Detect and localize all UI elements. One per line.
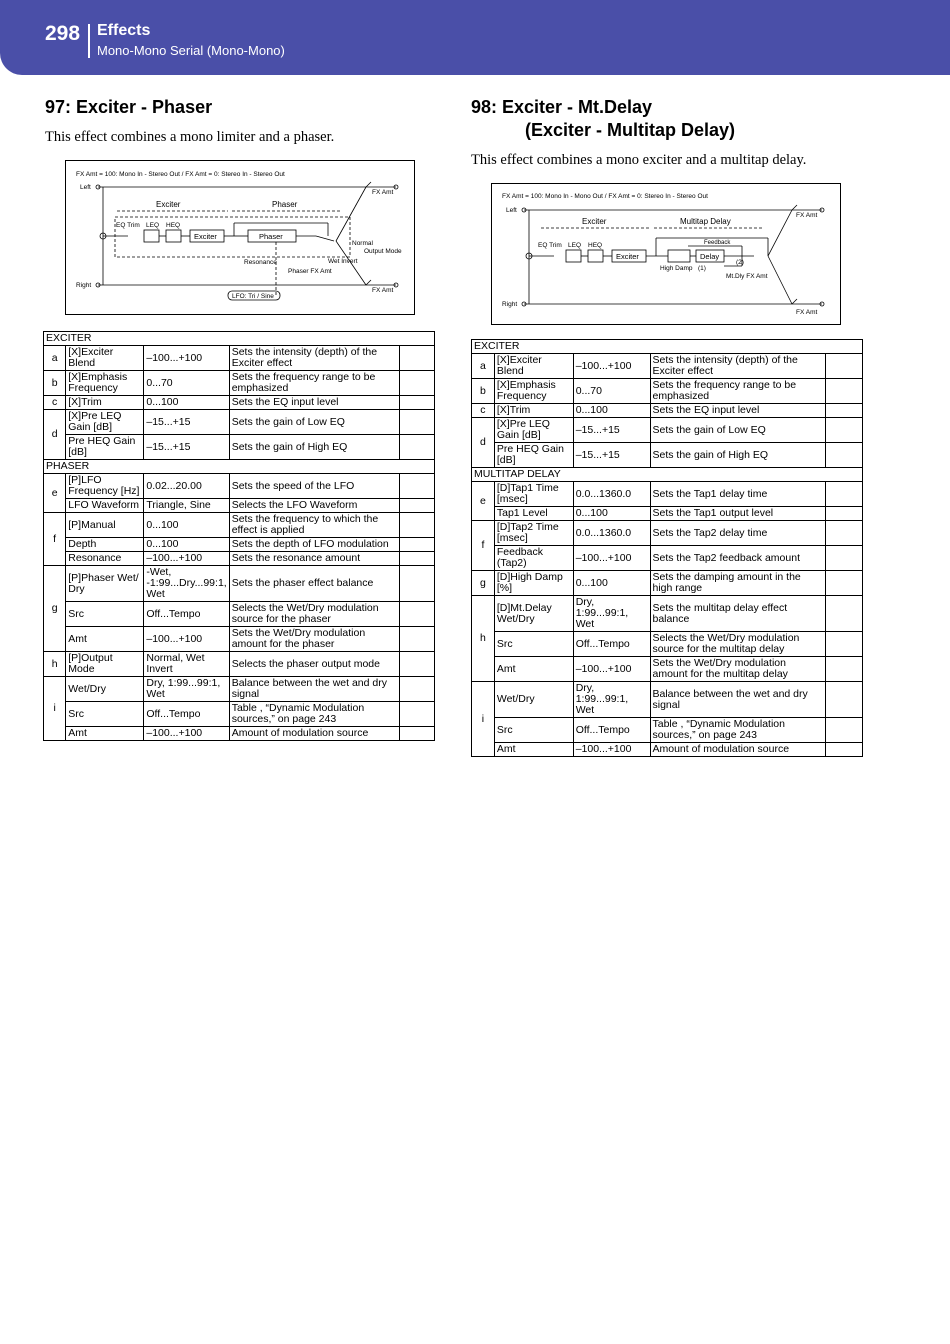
param-blank-cell [826, 482, 863, 507]
param-blank-cell [399, 552, 434, 566]
table-row [44, 396, 435, 410]
param-name: Amt [494, 657, 573, 682]
param-letter: b [472, 379, 495, 404]
param-blank-cell [826, 682, 863, 718]
fx-amt-note: FX Amt = 100: Mono In - Stereo Out / FX Amt = 0: Stereo In - Stereo Out [76, 171, 285, 178]
param-range: 0...100 [573, 404, 650, 418]
param-description: Sets the gain of Low EQ [229, 410, 399, 435]
section-row [472, 340, 863, 354]
param-description: Sets the speed of the LFO [229, 474, 399, 499]
param-range: Dry, 1:99...99:1, Wet [573, 682, 650, 718]
effect-98-heading-line1: 98: Exciter - Mt.Delay [471, 97, 653, 117]
param-letter: f [472, 521, 495, 571]
param-blank-cell [399, 602, 434, 627]
phaser-fx-amt-label: Phaser FX Amt [288, 268, 332, 275]
param-blank-cell [826, 354, 863, 379]
param-description: Sets the Tap1 output level [650, 507, 826, 521]
table-row [44, 371, 435, 396]
section-header: PHASER [44, 460, 435, 474]
param-description: Sets the frequency range to be emphasized [229, 371, 399, 396]
param-name: Src [66, 702, 144, 727]
param-description: Sets the intensity (depth) of the Exciter effect [229, 346, 399, 371]
param-blank-cell [826, 718, 863, 743]
param-blank-cell [826, 379, 863, 404]
param-blank-cell [826, 404, 863, 418]
effect-98-parameter-table [471, 339, 863, 757]
table-row [472, 571, 863, 596]
delay-box: Delay [700, 252, 720, 261]
param-name: [P]LFO Frequency [Hz] [66, 474, 144, 499]
table-row [44, 499, 435, 513]
table-row [44, 727, 435, 741]
param-range: Off...Tempo [144, 602, 229, 627]
param-name: Feedback (Tap2) [494, 546, 573, 571]
param-name: [X]Trim [66, 396, 144, 410]
section-row [44, 332, 435, 346]
fx-amt-top-label: FX Amt [372, 189, 394, 196]
param-blank-cell [399, 410, 434, 435]
param-name: Src [66, 602, 144, 627]
param-range: Dry, 1:99...99:1, Wet [573, 596, 650, 632]
param-blank-cell [399, 435, 434, 460]
param-blank-cell [399, 513, 434, 538]
table-row [472, 404, 863, 418]
param-description: Sets the resonance amount [229, 552, 399, 566]
leq-label: LEQ [568, 242, 582, 249]
param-description: Sets the Tap1 delay time [650, 482, 826, 507]
param-letter: c [472, 404, 495, 418]
header-subtitle: Mono-Mono Serial (Mono-Mono) [97, 43, 285, 58]
param-description: Amount of modulation source [229, 727, 399, 741]
param-blank-cell [399, 538, 434, 552]
param-blank-cell [399, 346, 434, 371]
param-range: Normal, Wet Invert [144, 652, 229, 677]
param-description: Sets the EQ input level [229, 396, 399, 410]
param-range: –15...+15 [144, 435, 229, 460]
param-range: Off...Tempo [573, 632, 650, 657]
param-name: Depth [66, 538, 144, 552]
param-blank-cell [826, 546, 863, 571]
param-range: 0...100 [573, 507, 650, 521]
param-description: Sets the multitap delay effect balance [650, 596, 826, 632]
param-blank-cell [826, 743, 863, 757]
param-name: Wet/Dry [66, 677, 144, 702]
param-blank-cell [399, 727, 434, 741]
param-name: Pre HEQ Gain [dB] [66, 435, 144, 460]
effect-97-signal-flow [66, 161, 414, 314]
param-description: Selects the Wet/Dry modulation source for the multitap delay [650, 632, 826, 657]
header-divider [88, 24, 90, 58]
param-description: Sets the Tap2 feedback amount [650, 546, 826, 571]
param-blank-cell [826, 507, 863, 521]
table-row [472, 443, 863, 468]
param-letter: d [472, 418, 495, 468]
effect-97-heading: 97: Exciter - Phaser [45, 97, 213, 117]
param-letter: g [472, 571, 495, 596]
param-blank-cell [399, 499, 434, 513]
table-row [44, 552, 435, 566]
param-range: –100...+100 [144, 627, 229, 652]
param-range: Triangle, Sine [144, 499, 229, 513]
param-name: [P]Output Mode [66, 652, 144, 677]
param-name: Resonance [66, 552, 144, 566]
param-blank-cell [826, 632, 863, 657]
param-blank-cell [826, 596, 863, 632]
effect-97-parameter-table [43, 331, 435, 741]
page-header [0, 0, 950, 75]
param-range: 0...100 [573, 571, 650, 596]
diagram-left-label: Left [80, 184, 91, 191]
param-blank-cell [399, 652, 434, 677]
param-range: –15...+15 [573, 443, 650, 468]
param-range: 0...100 [144, 396, 229, 410]
param-blank-cell [826, 571, 863, 596]
section-row [472, 468, 863, 482]
param-range: 0...70 [573, 379, 650, 404]
param-letter: b [44, 371, 66, 396]
param-range: –15...+15 [144, 410, 229, 435]
param-name: [D]Mt.Delay Wet/Dry [494, 596, 573, 632]
param-description: Sets the EQ input level [650, 404, 826, 418]
param-range: –100...+100 [573, 546, 650, 571]
exciter-block-label: Exciter [156, 200, 181, 209]
table-row [472, 482, 863, 507]
param-name: [X]Exciter Blend [66, 346, 144, 371]
table-row [44, 652, 435, 677]
table-row [44, 702, 435, 727]
param-description: Sets the gain of Low EQ [650, 418, 826, 443]
feedback-label: Feedback [704, 240, 731, 246]
header-title: Effects [97, 22, 151, 39]
param-name: [X]Pre LEQ Gain [dB] [494, 418, 573, 443]
param-range: –100...+100 [573, 354, 650, 379]
param-name: [P]Phaser Wet/ Dry [66, 566, 144, 602]
normal-label: Normal [352, 240, 373, 247]
param-description: Sets the gain of High EQ [650, 443, 826, 468]
param-blank-cell [399, 474, 434, 499]
table-row [472, 743, 863, 757]
eq-trim-label: EQ Trim [116, 222, 140, 229]
table-row [44, 566, 435, 602]
table-row [472, 657, 863, 682]
table-row [472, 418, 863, 443]
table-row [44, 627, 435, 652]
param-range: 0...100 [144, 538, 229, 552]
table-row [472, 682, 863, 718]
param-description: Sets the gain of High EQ [229, 435, 399, 460]
table-row [472, 596, 863, 632]
param-blank-cell [399, 371, 434, 396]
exciter-box: Exciter [616, 252, 639, 261]
phaser-block-label: Phaser [272, 200, 298, 209]
param-description: Selects the phaser output mode [229, 652, 399, 677]
param-name: [D]Tap2 Time [msec] [494, 521, 573, 546]
param-range: –100...+100 [573, 657, 650, 682]
param-range: –100...+100 [144, 346, 229, 371]
high-damp-label: High Damp [660, 265, 693, 272]
table-row [44, 435, 435, 460]
param-name: Src [494, 632, 573, 657]
param-letter: g [44, 566, 66, 652]
param-description: Selects the Wet/Dry modulation source for the phaser [229, 602, 399, 627]
exciter-box: Exciter [194, 232, 217, 241]
table-row [44, 474, 435, 499]
effect-98-heading [471, 96, 863, 142]
param-name: [D]Tap1 Time [msec] [494, 482, 573, 507]
table-row [472, 379, 863, 404]
param-range: 0...100 [144, 513, 229, 538]
param-letter: c [44, 396, 66, 410]
param-range: -Wet, -1:99...Dry...99:1, Wet [144, 566, 229, 602]
param-name: [X]Emphasis Frequency [66, 371, 144, 396]
section-header: EXCITER [472, 340, 863, 354]
param-letter: i [44, 677, 66, 741]
diagram-right-label: Right [76, 282, 92, 289]
param-name: [X]Trim [494, 404, 573, 418]
table-row [472, 718, 863, 743]
param-letter: a [472, 354, 495, 379]
phaser-box: Phaser [259, 232, 283, 241]
resonance-label: Resonance [244, 259, 277, 266]
tap1-label: (1) [698, 265, 706, 272]
effect-98-signal-flow [492, 184, 840, 324]
param-name: [X]Exciter Blend [494, 354, 573, 379]
table-row [44, 410, 435, 435]
param-description: Sets the depth of LFO modulation [229, 538, 399, 552]
eq-trim-label: EQ Trim [538, 242, 562, 249]
param-blank-cell [399, 677, 434, 702]
param-blank-cell [399, 702, 434, 727]
param-blank-cell [826, 418, 863, 443]
param-blank-cell [399, 627, 434, 652]
param-range: Off...Tempo [573, 718, 650, 743]
param-range: –100...+100 [144, 552, 229, 566]
param-range: –15...+15 [573, 418, 650, 443]
param-blank-cell [399, 566, 434, 602]
param-description: Selects the LFO Waveform [229, 499, 399, 513]
param-range: –100...+100 [144, 727, 229, 741]
table-row [44, 538, 435, 552]
param-name: Tap1 Level [494, 507, 573, 521]
param-description: Sets the damping amount in the high range [650, 571, 826, 596]
effect-98-section [471, 96, 863, 757]
diagram-right-label: Right [502, 301, 518, 308]
section-header: MULTITAP DELAY [472, 468, 863, 482]
table-row [44, 677, 435, 702]
param-blank-cell [399, 396, 434, 410]
param-letter: f [44, 513, 66, 566]
param-name: [X]Emphasis Frequency [494, 379, 573, 404]
param-letter: a [44, 346, 66, 371]
param-letter: d [44, 410, 66, 460]
param-name: [P]Manual [66, 513, 144, 538]
param-description: Amount of modulation source [650, 743, 826, 757]
leq-label: LEQ [146, 222, 160, 229]
param-name: Amt [66, 727, 144, 741]
effect-97-diagram [65, 160, 415, 315]
tap2-label: (2) [736, 259, 744, 266]
table-row [472, 507, 863, 521]
param-name: [D]High Damp [%] [494, 571, 573, 596]
param-blank-cell [826, 443, 863, 468]
param-description: Balance between the wet and dry signal [229, 677, 399, 702]
param-letter: i [472, 682, 495, 757]
param-name: Amt [494, 743, 573, 757]
table-row [472, 632, 863, 657]
param-name: [X]Pre LEQ Gain [dB] [66, 410, 144, 435]
param-range: 0.0...1360.0 [573, 521, 650, 546]
heq-label: HEQ [588, 242, 603, 249]
param-description: Sets the Wet/Dry modulation amount for the phaser [229, 627, 399, 652]
fx-amt-bottom-label: FX Amt [796, 309, 818, 316]
effect-98-diagram [491, 183, 841, 325]
section-row [44, 460, 435, 474]
param-name: Amt [66, 627, 144, 652]
param-letter: h [44, 652, 66, 677]
param-description: Sets the frequency range to be emphasized [650, 379, 826, 404]
exciter-block-label: Exciter [582, 217, 607, 226]
param-description: Sets the Tap2 delay time [650, 521, 826, 546]
mtdly-fx-amt-label: Mt.Dly FX Amt [726, 273, 768, 280]
table-row [472, 354, 863, 379]
page-number: 298 [45, 22, 81, 45]
param-name: Wet/Dry [494, 682, 573, 718]
param-name: LFO Waveform [66, 499, 144, 513]
param-letter: e [472, 482, 495, 521]
param-description: Table , “Dynamic Modulation sources,” on page 243 [650, 718, 826, 743]
table-row [44, 602, 435, 627]
param-letter: e [44, 474, 66, 513]
param-name: Pre HEQ Gain [dB] [494, 443, 573, 468]
fx-amt-top-label: FX Amt [796, 212, 818, 219]
param-letter: h [472, 596, 495, 682]
param-description: Table , “Dynamic Modulation sources,” on page 243 [229, 702, 399, 727]
param-description: Sets the frequency to which the effect is applied [229, 513, 399, 538]
effect-97-section [45, 96, 437, 741]
output-mode-label: Output Mode [364, 248, 402, 255]
param-description: Sets the phaser effect balance [229, 566, 399, 602]
section-header: EXCITER [44, 332, 435, 346]
heq-label: HEQ [166, 222, 181, 229]
table-row [44, 513, 435, 538]
multitap-delay-block-label: Multitap Delay [680, 217, 731, 226]
lfo-label: LFO: Tri / Sine [232, 293, 274, 300]
param-range: –100...+100 [573, 743, 650, 757]
param-range: 0...70 [144, 371, 229, 396]
param-description: Sets the intensity (depth) of the Exciter effect [650, 354, 826, 379]
table-row [472, 521, 863, 546]
effect-97-description: This effect combines a mono limiter and a phaser. [45, 129, 335, 145]
param-blank-cell [826, 657, 863, 682]
param-name: Src [494, 718, 573, 743]
param-range: 0.02...20.00 [144, 474, 229, 499]
fx-amt-bottom-label: FX Amt [372, 287, 394, 294]
param-range: 0.0...1360.0 [573, 482, 650, 507]
param-description: Sets the Wet/Dry modulation amount for the multitap delay [650, 657, 826, 682]
param-range: Off...Tempo [144, 702, 229, 727]
param-range: Dry, 1:99...99:1, Wet [144, 677, 229, 702]
diagram-left-label: Left [506, 207, 517, 214]
param-blank-cell [826, 521, 863, 546]
effect-98-description: This effect combines a mono exciter and a multitap delay. [471, 152, 807, 168]
table-row [472, 546, 863, 571]
param-description: Balance between the wet and dry signal [650, 682, 826, 718]
table-row [44, 346, 435, 371]
wet-invert-label: Wet Invert [328, 258, 358, 265]
fx-amt-note: FX Amt = 100: Mono In - Mono Out / FX Amt = 0: Stereo In - Stereo Out [502, 193, 708, 200]
effect-98-heading-line2: (Exciter - Multitap Delay) [525, 120, 736, 140]
